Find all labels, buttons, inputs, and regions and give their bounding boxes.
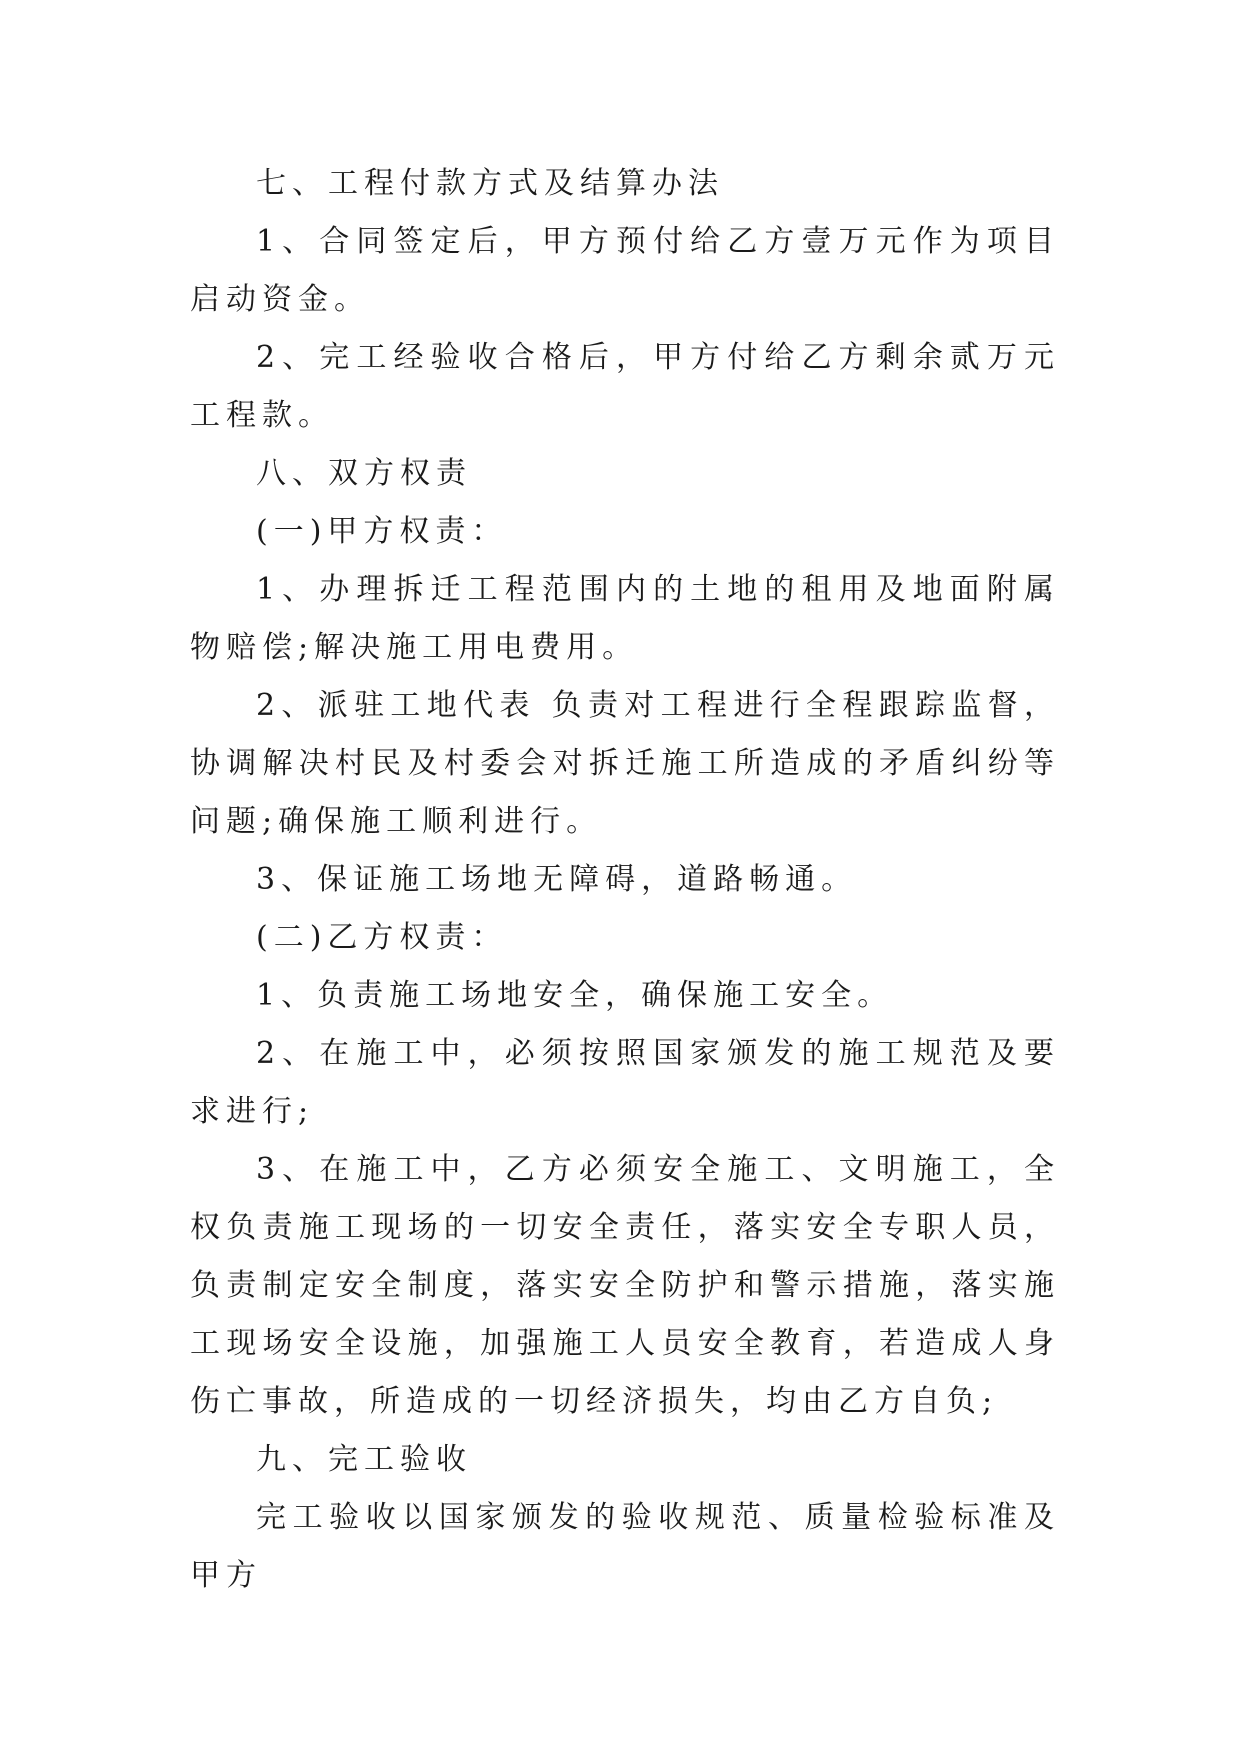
paragraph-party-a-item-3: 3、保证施工场地无障碍，道路畅通。 (256, 862, 858, 897)
subheading-party-b: (二)乙方权责： (256, 920, 508, 955)
paragraph-party-b-item-1: 1、负责施工场地安全，确保施工安全。 (256, 978, 894, 1013)
paragraph-acceptance: 完工验收以国家颁发的验收规范、质量检验标准及甲方 (190, 1500, 1060, 1593)
section-heading-payment: 七、工程付款方式及结算办法 (256, 166, 724, 201)
section-heading-acceptance: 九、完工验收 (256, 1442, 472, 1477)
paragraph-party-a-item-1: 1、办理拆迁工程范围内的土地的租用及地面附属物赔偿;解决施工用电费用。 (190, 572, 1060, 665)
paragraph-party-a-item-2: 2、派驻工地代表 负责对工程进行全程跟踪监督，协调解决村民及村委会对拆迁施工所造成的矛盾纠纷等问题;确保施工顺利进行。 (190, 688, 1060, 839)
paragraph-advance-payment: 1、合同签定后，甲方预付给乙方壹万元作为项目启动资金。 (190, 224, 1060, 317)
subheading-party-a: (一)甲方权责： (256, 514, 508, 549)
paragraph-final-payment: 2、完工经验收合格后，甲方付给乙方剩余贰万元工程款。 (190, 340, 1060, 433)
section-heading-rights: 八、双方权责 (256, 456, 472, 491)
paragraph-party-b-item-2: 2、在施工中，必须按照国家颁发的施工规范及要求进行; (190, 1036, 1060, 1129)
paragraph-party-b-item-3: 3、在施工中，乙方必须安全施工、文明施工，全权负责施工现场的一切安全责任，落实安全专职人员，负责制定安全制度，落实安全防护和警示措施，落实施工现场安全设施，加强施工人员安全教育，若造成人身伤亡事故，所造成的一切经济损失，均由乙方自负; (190, 1152, 1060, 1419)
document-body (190, 155, 1060, 1605)
